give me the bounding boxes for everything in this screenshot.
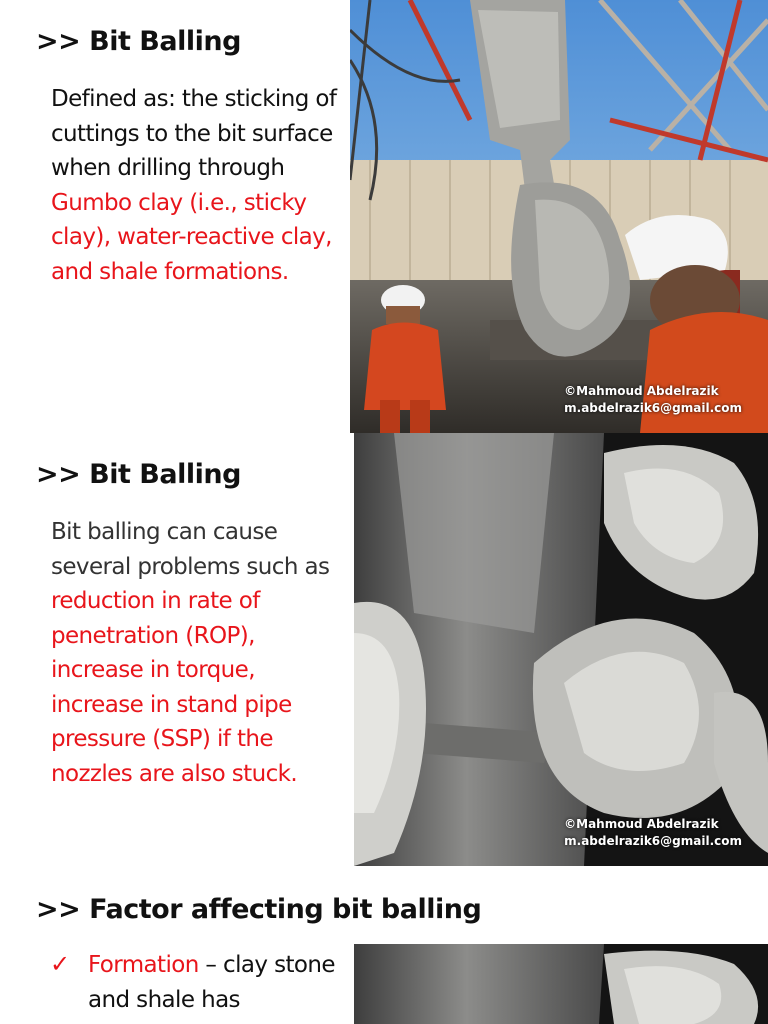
balled-bit-photo-cropped-art <box>354 944 768 1024</box>
watermark-name: ©Mahmoud Abdelrazik <box>564 384 719 398</box>
slide-body-text <box>51 82 351 289</box>
slide-title: >> Factor affecting bit balling <box>36 894 482 925</box>
factor-bullet-highlight: Formation <box>88 952 199 978</box>
rig-floor-photo <box>350 0 768 433</box>
watermark-email: m.abdelrazik6@gmail.com <box>564 401 742 415</box>
watermark-name: ©Mahmoud Abdelrazik <box>564 817 719 831</box>
factor-bullet-text <box>88 948 350 1017</box>
balled-bit-photo-cropped <box>354 944 768 1024</box>
body-text-highlight: reduction in rate of penetration (ROP), increase in torque, increase in stand pipe pressure (SSP) if the nozzles are also stuck. <box>51 588 298 787</box>
body-text-plain: Defined as: the sticking of cuttings to the bit surface when drilling through <box>51 86 337 181</box>
balled-bit-photo-art <box>354 433 768 866</box>
slide-title: >> Bit Balling <box>36 459 241 490</box>
checkmark-icon: ✓ <box>50 950 71 978</box>
photo-watermark <box>564 816 742 850</box>
factor-bullet-plain: – clay stone and shale has <box>88 952 335 1013</box>
slide-1 <box>0 0 768 433</box>
body-text-highlight: Gumbo clay (i.e., sticky clay), water-reactive clay, and shale formations. <box>51 189 332 285</box>
slide-2 <box>0 433 768 866</box>
watermark-email: m.abdelrazik6@gmail.com <box>564 834 742 848</box>
balled-bit-photo <box>354 433 768 866</box>
rig-floor-photo-art <box>350 0 768 433</box>
slide-title: >> Bit Balling <box>36 26 241 57</box>
body-text-plain: Bit balling can cause several problems such as <box>51 519 330 580</box>
slide-3 <box>0 866 768 1024</box>
slide-body-text <box>51 515 351 791</box>
photo-watermark <box>564 383 742 417</box>
